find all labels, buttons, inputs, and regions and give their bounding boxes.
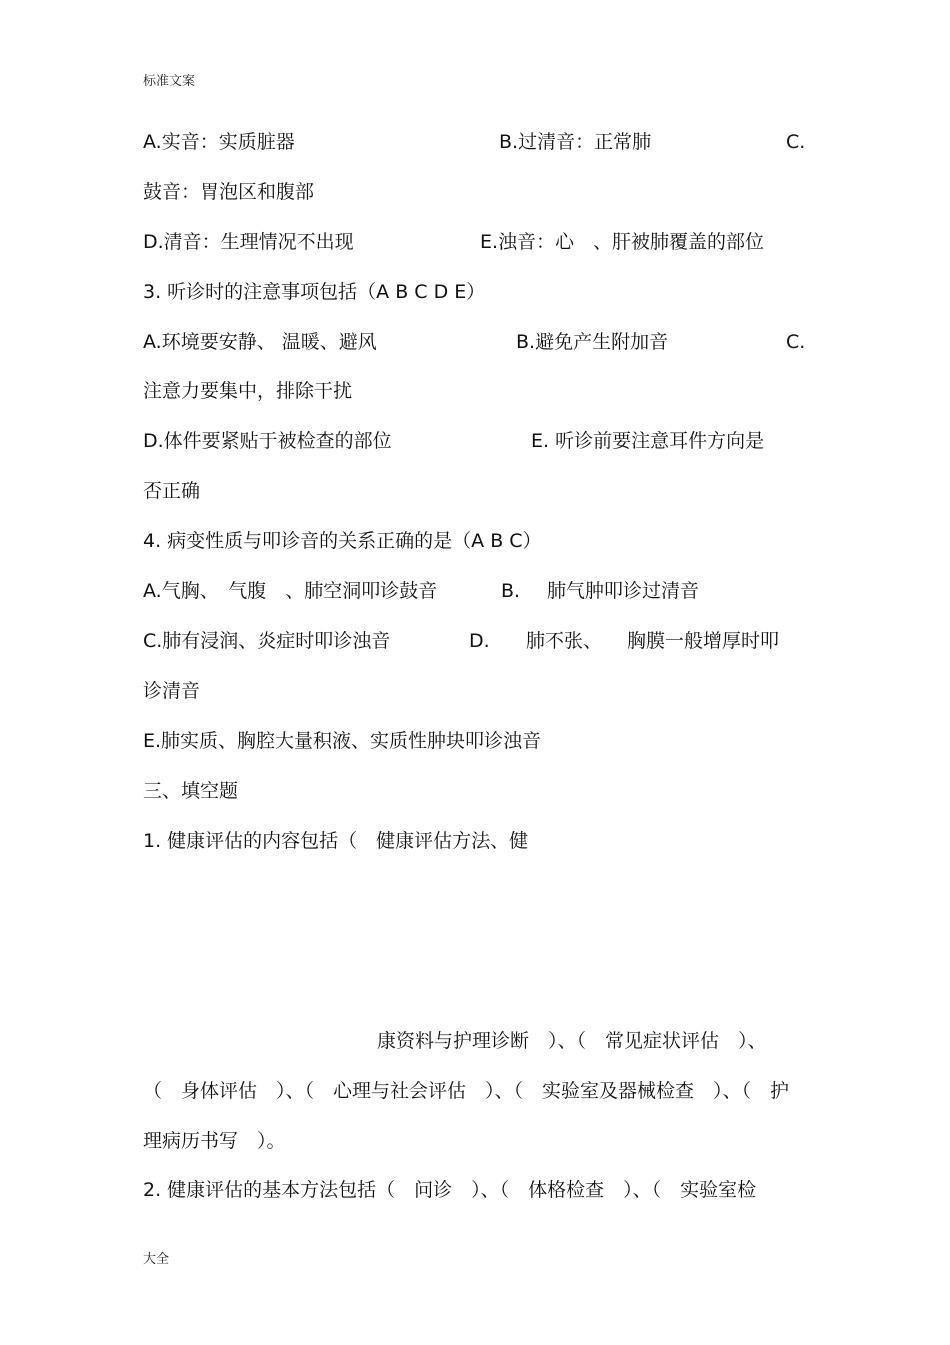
- text-segment: D.清音：生理情况不出现: [143, 231, 354, 253]
- page-footer: 大全: [143, 1252, 170, 1267]
- text-line: [143, 576, 807, 606]
- text-segment: 4. 病变性质与叩诊音的关系正确的是（A B C）: [143, 530, 542, 552]
- text-segment: C.肺有浸润、炎症时叩诊浊音: [143, 630, 391, 652]
- text-line: [143, 1076, 807, 1106]
- text-line: [143, 177, 807, 207]
- text-line: [143, 726, 807, 756]
- text-segment: B.过清音：正常肺: [499, 131, 652, 153]
- text-segment: B.: [501, 580, 521, 602]
- text-line: [143, 277, 807, 307]
- text-segment: 3. 听诊时的注意事项包括（A B C D E）: [143, 281, 486, 303]
- text-line: [143, 1175, 807, 1205]
- text-segment: E.肺实质、胸腔大量积液、实质性肿块叩诊浊音: [143, 730, 542, 752]
- text-line: [143, 626, 807, 656]
- text-segment: 2. 健康评估的基本方法包括（ 问诊 ）、（ 体格检查 ）、（ 实验室检: [143, 1179, 757, 1201]
- text-segment: 鼓音：胃泡区和腹部: [143, 181, 315, 203]
- text-line: [143, 476, 807, 506]
- text-line: [143, 776, 807, 806]
- text-segment: C.: [786, 131, 806, 153]
- text-segment: 三、填空题: [143, 780, 239, 802]
- text-line: [143, 327, 807, 357]
- text-line: [143, 526, 807, 556]
- text-segment: 胸膜一般增厚时叩: [627, 630, 780, 652]
- text-segment: 注意力要集中，排除干扰: [143, 380, 353, 402]
- text-segment: C.: [786, 331, 806, 353]
- text-line: [143, 826, 807, 856]
- text-segment: B.避免产生附加音: [516, 331, 669, 353]
- text-line: [143, 227, 807, 257]
- text-line: [143, 426, 807, 456]
- text-segment: 肺不张、: [526, 630, 603, 652]
- text-segment: （ 身体评估 ）、（ 心理与社会评估 ）、（ 实验室及器械检查 ）、（ 护: [143, 1080, 790, 1102]
- text-segment: D.: [469, 630, 490, 652]
- text-segment: A.环境要安静、 温暖、避风: [143, 331, 377, 353]
- text-line: [143, 127, 807, 157]
- text-line: [143, 1126, 807, 1156]
- page-header: 标准文案: [143, 74, 196, 89]
- text-segment: 康资料与护理诊断 ）、（ 常见症状评估 ）、: [377, 1030, 767, 1052]
- text-segment: E. 听诊前要注意耳件方向是: [531, 430, 765, 452]
- text-segment: 1. 健康评估的内容包括（ 健康评估方法、健: [143, 830, 529, 852]
- text-line: [143, 376, 807, 406]
- text-segment: 肺气肿叩诊过清音: [547, 580, 700, 602]
- text-line: [143, 1026, 807, 1056]
- text-line: [143, 676, 807, 706]
- text-segment: E.浊音：心 、肝被肺覆盖的部位: [480, 231, 765, 253]
- text-segment: D.体件要紧贴于被检查的部位: [143, 430, 392, 452]
- text-segment: 诊清音: [143, 680, 201, 702]
- text-segment: A.气胸、 气腹 、肺空洞叩诊鼓音: [143, 580, 438, 602]
- text-segment: A.实音：实质脏器: [143, 131, 295, 153]
- text-segment: 否正确: [143, 480, 201, 502]
- text-segment: 理病历书写 ）。: [143, 1130, 286, 1152]
